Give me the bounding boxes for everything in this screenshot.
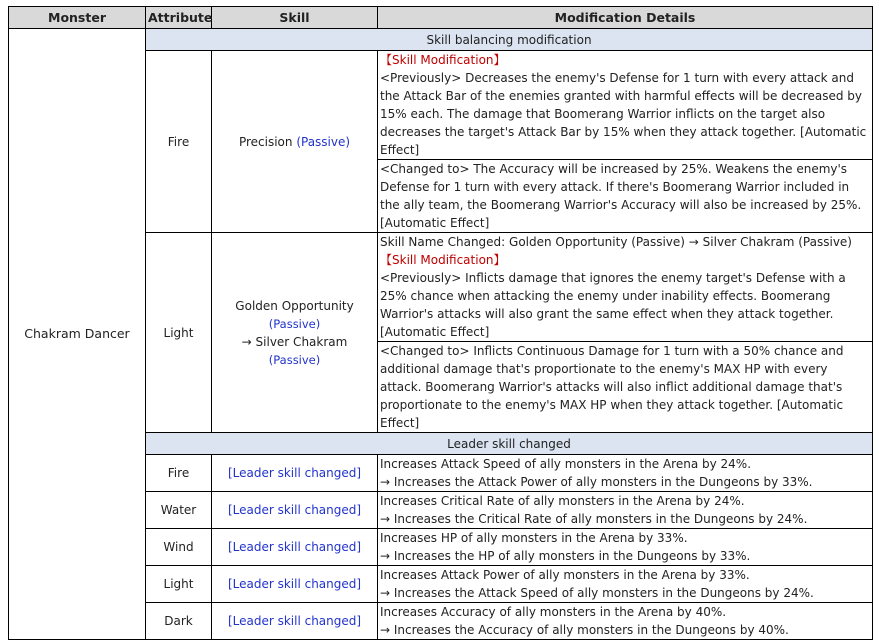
leader-line1: Increases Accuracy of ally monsters in the Arena by 40%. bbox=[380, 605, 727, 619]
leader-line1: Increases Critical Rate of ally monsters in the Arena by 24%. bbox=[380, 494, 745, 508]
leader-line2: → Increases the Critical Rate of ally monsters in the Dungeons by 24%. bbox=[380, 512, 808, 526]
leader-skill-label: [Leader skill changed] bbox=[212, 566, 378, 603]
golden-changed: <Changed to> Inflicts Continuous Damage for 1 turn with a 50% chance and additional damage that's proportionate to the enemy's MAX HP with every attack. Boomerang Warrior's attacks will also inflict additional damage that's proportionate to the enemy's MAX HP when they attack together. [Automatic Effect] bbox=[378, 342, 873, 433]
precision-previously-text: <Previously> Decreases the enemy's Defense for 1 turn with every attack and the Attack Bar of the enemies granted with harmful effects will be decreased by 15% each. The damage that Boomerang Warrior inflicts on the target also decreases the target's Attack Bar by 15% when they attack together. [Automatic Effect] bbox=[380, 71, 867, 157]
precision-skill-tag: (Passive) bbox=[296, 134, 351, 149]
precision-skill-name: Precision bbox=[238, 134, 293, 149]
monster-name: Chakram Dancer bbox=[9, 29, 146, 640]
leader-attribute: Fire bbox=[146, 455, 212, 492]
precision-mod-label: 【Skill Modification】 bbox=[380, 53, 506, 67]
golden-previous bbox=[378, 233, 873, 342]
leader-line2: → Increases the Attack Speed of ally monsters in the Dungeons by 24%. bbox=[380, 586, 814, 600]
section-leader: Leader skill changed bbox=[146, 433, 873, 455]
leader-line1: Increases HP of ally monsters in the Arena by 33%. bbox=[380, 531, 688, 545]
section-balancing: Skill balancing modification bbox=[146, 29, 873, 51]
leader-attribute: Dark bbox=[146, 603, 212, 640]
leader-attribute: Water bbox=[146, 492, 212, 529]
golden-skill-old: Golden Opportunity bbox=[235, 298, 354, 313]
header-details: Modification Details bbox=[378, 7, 873, 29]
leader-skill-label: [Leader skill changed] bbox=[212, 455, 378, 492]
leader-line1: Increases Attack Speed of ally monsters in the Arena by 24%. bbox=[380, 457, 752, 471]
golden-skill bbox=[212, 233, 378, 433]
header-skill: Skill bbox=[212, 7, 378, 29]
leader-line2: → Increases the HP of ally monsters in the Dungeons by 33%. bbox=[380, 549, 751, 563]
leader-skill-label: [Leader skill changed] bbox=[212, 492, 378, 529]
golden-attribute: Light bbox=[146, 233, 212, 433]
precision-attribute: Fire bbox=[146, 51, 212, 233]
precision-skill bbox=[212, 51, 378, 233]
precision-changed: <Changed to> The Accuracy will be increased by 25%. Weakens the enemy's Defense for 1 turn with every attack. If there's Boomerang Warrior included in the ally team, the Boomerang Warrior's Accuracy will also be increased by 25%. [Automatic Effect] bbox=[378, 160, 873, 233]
leader-details bbox=[378, 492, 873, 529]
header-monster: Monster bbox=[9, 7, 146, 29]
leader-skill-label: [Leader skill changed] bbox=[212, 603, 378, 640]
header-attribute: Attribute bbox=[146, 7, 212, 29]
leader-details bbox=[378, 566, 873, 603]
golden-skill-old-tag: (Passive) bbox=[268, 316, 321, 331]
leader-details bbox=[378, 603, 873, 640]
golden-skill-new: → Silver Chakram bbox=[241, 334, 348, 349]
leader-skill-label: [Leader skill changed] bbox=[212, 529, 378, 566]
golden-previously-text: <Previously> Inflicts damage that ignores the enemy target's Defense with a 25% chance when attacking the enemy under inability effects. Boomerang Warrior's attacks will also grant the same effect when they attack together. [Automatic Effect] bbox=[380, 271, 846, 339]
golden-skill-new-tag: (Passive) bbox=[268, 352, 321, 367]
precision-previous bbox=[378, 51, 873, 160]
leader-details bbox=[378, 529, 873, 566]
modification-table bbox=[8, 6, 873, 640]
header-row bbox=[9, 7, 873, 29]
golden-mod-label: 【Skill Modification】 bbox=[380, 253, 506, 267]
golden-name-changed: Skill Name Changed: Golden Opportunity (Passive) → Silver Chakram (Passive) bbox=[380, 235, 852, 249]
leader-attribute: Wind bbox=[146, 529, 212, 566]
leader-line1: Increases Attack Power of ally monsters in the Arena by 33%. bbox=[380, 568, 750, 582]
leader-attribute: Light bbox=[146, 566, 212, 603]
leader-details bbox=[378, 455, 873, 492]
leader-line2: → Increases the Attack Power of ally monsters in the Dungeons by 33%. bbox=[380, 475, 813, 489]
section-row-balancing bbox=[9, 29, 873, 51]
leader-line2: → Increases the Accuracy of ally monsters in the Dungeons by 40%. bbox=[380, 623, 789, 637]
